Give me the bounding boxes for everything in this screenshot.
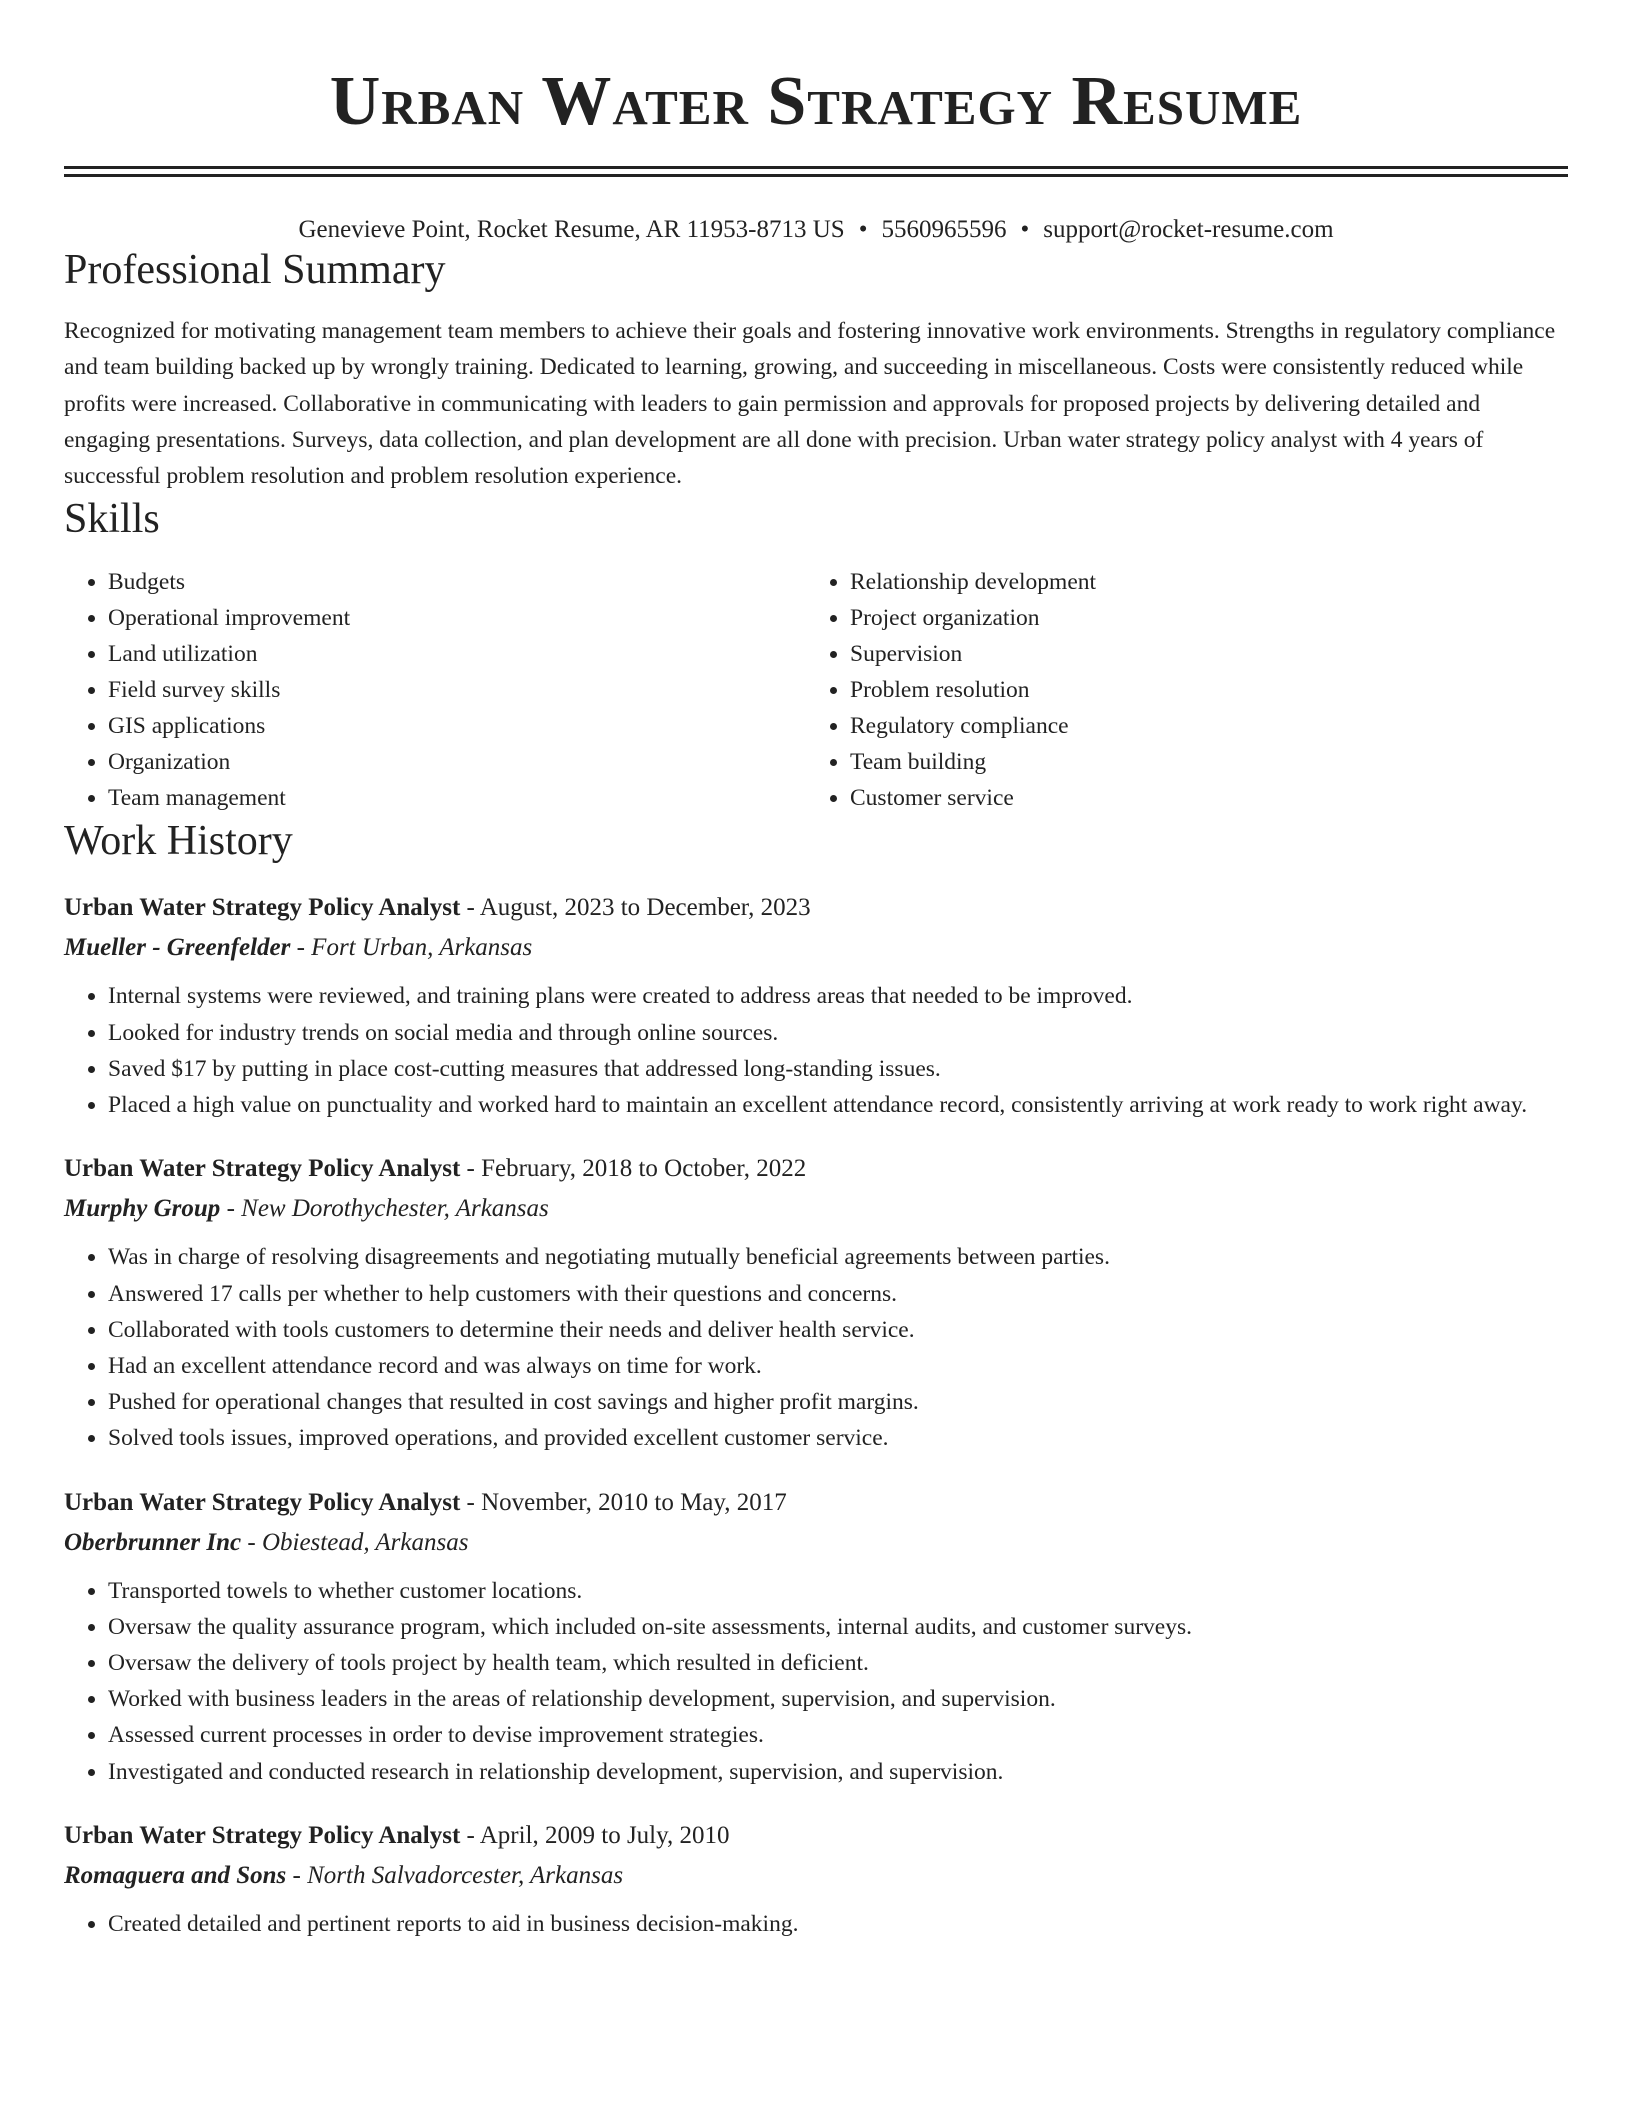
job-entry: [64, 1483, 1568, 1790]
job-duties: [64, 978, 1568, 1123]
job-duty: • Answered 17 calls per whether to help customers with their questions and concerns.: [108, 1276, 1568, 1312]
job-duty: • Looked for industry trends on social media and through online sources.: [108, 1015, 1568, 1051]
job-dates: April, 2009 to July, 2010: [479, 1821, 730, 1849]
skills-list: [64, 564, 1568, 816]
job-company-line: Murphy Group - New Dorothychester, Arkansas: [64, 1195, 549, 1223]
job-title-line: Urban Water Strategy Policy Analyst - August, 2023 to December, 2023: [64, 894, 811, 922]
job-entry: [64, 888, 1568, 1123]
resume-title: Urban Water Strategy Resume: [329, 63, 1303, 140]
job-location: North Salvadorcester, Arkansas: [307, 1861, 624, 1889]
job-company-line: Mueller - Greenfelder - Fort Urban, Arkansas: [64, 934, 533, 962]
job-duty: • Solved tools issues, improved operations, and provided excellent customer service.: [108, 1420, 1568, 1456]
job-duty: • Saved $17 by putting in place cost-cutting measures that addressed long-standing issues.: [108, 1051, 1568, 1087]
skills-heading: Skills: [64, 496, 160, 543]
job-role: Urban Water Strategy Policy Analyst: [64, 894, 461, 922]
summary-heading: Professional Summary: [64, 247, 446, 293]
skill-item: • Project organization: [850, 600, 1548, 636]
contact-email: support@rocket-resume.com: [1043, 216, 1334, 243]
skill-item: • GIS applications: [108, 708, 806, 744]
title-double-rule: [64, 166, 1568, 177]
skill-item: • Team building: [850, 744, 1548, 780]
job-company: Oberbrunner Inc: [64, 1528, 242, 1556]
job-duty: • Assessed current processes in order to devise improvement strategies.: [108, 1717, 1568, 1753]
contact-separator: •: [858, 216, 868, 243]
job-duty: • Collaborated with tools customers to determine their needs and deliver health service.: [108, 1312, 1568, 1348]
skill-item: • Field survey skills: [108, 672, 806, 708]
job-duties: [64, 1573, 1568, 1790]
job-title-line: Urban Water Strategy Policy Analyst - April, 2009 to July, 2010: [64, 1821, 730, 1849]
skill-item: • Regulatory compliance: [850, 708, 1548, 744]
job-company-line: Oberbrunner Inc - Obiestead, Arkansas: [64, 1528, 469, 1556]
skill-item: • Customer service: [850, 780, 1548, 816]
job-location: Obiestead, Arkansas: [261, 1528, 469, 1556]
skill-item: • Organization: [108, 744, 806, 780]
job-title-line: Urban Water Strategy Policy Analyst - February, 2018 to October, 2022: [64, 1155, 807, 1183]
job-duty: • Was in charge of resolving disagreements and negotiating mutually beneficial agreements between parties.: [108, 1239, 1568, 1275]
job-duty: • Placed a high value on punctuality and worked hard to maintain an excellent attendance record, consistently arriving at work ready to work right away.: [108, 1087, 1568, 1123]
job-duty: • Worked with business leaders in the areas of relationship development, supervision, and supervision.: [108, 1681, 1568, 1717]
skill-item: • Budgets: [108, 564, 806, 600]
skill-item: • Relationship development: [850, 564, 1548, 600]
job-duty: • Created detailed and pertinent reports to aid in business decision-making.: [108, 1906, 1568, 1942]
job-duties: [64, 1906, 1568, 1942]
skill-item: • Team management: [108, 780, 806, 816]
skills-column-right: [806, 564, 1548, 816]
work-history-heading: Work History: [64, 818, 293, 865]
job-role: Urban Water Strategy Policy Analyst: [64, 1488, 461, 1516]
contact-address: Genevieve Point, Rocket Resume, AR 11953-8713 US: [298, 216, 845, 243]
job-dates: February, 2018 to October, 2022: [481, 1155, 807, 1183]
job-company-line: Romaguera and Sons - North Salvadorcester, Arkansas: [64, 1861, 624, 1889]
skill-item: • Supervision: [850, 636, 1548, 672]
job-entry: [64, 1816, 1568, 1942]
job-duty: • Internal systems were reviewed, and training plans were created to address areas that needed to be improved.: [108, 978, 1568, 1014]
job-duty: • Pushed for operational changes that resulted in cost savings and higher profit margins.: [108, 1384, 1568, 1420]
job-duty: • Oversaw the delivery of tools project by health team, which resulted in deficient.: [108, 1645, 1568, 1681]
contact-line: [64, 215, 1568, 245]
job-role: Urban Water Strategy Policy Analyst: [64, 1821, 461, 1849]
job-title-line: Urban Water Strategy Policy Analyst - November, 2010 to May, 2017: [64, 1488, 787, 1516]
job-company: Romaguera and Sons: [64, 1861, 287, 1889]
contact-separator: •: [1020, 216, 1030, 243]
job-location: Fort Urban, Arkansas: [311, 934, 533, 962]
skills-column-left: [64, 564, 806, 816]
job-company: Mueller - Greenfelder: [64, 934, 291, 962]
job-location: New Dorothychester, Arkansas: [241, 1195, 549, 1223]
skill-item: • Operational improvement: [108, 600, 806, 636]
job-dates: August, 2023 to December, 2023: [479, 894, 811, 922]
job-duties: [64, 1239, 1568, 1456]
job-duty: • Investigated and conducted research in relationship development, supervision, and supervision.: [108, 1754, 1568, 1790]
job-dates: November, 2010 to May, 2017: [481, 1488, 787, 1516]
job-duty: • Had an excellent attendance record and was always on time for work.: [108, 1348, 1568, 1384]
contact-phone: 5560965596: [881, 216, 1007, 243]
job-entry: [64, 1149, 1568, 1456]
summary-text: Recognized for motivating management team members to achieve their goals and fostering innovative work environments. Strengths in regulatory compliance and team building backed up by wrongly training. Dedicated to learning, growing, and succeeding in miscellaneous. Costs were consistently reduced while profits were increased. Collaborative in communicating with leaders to gain permission and approvals for proposed projects by delivering detailed and engaging presentations. Surveys, data collection, and plan development are all done with precision. Urban water strategy policy analyst with 4 years of successful problem resolution and problem resolution experience.: [64, 318, 1556, 490]
job-duty: • Oversaw the quality assurance program, which included on-site assessments, internal audits, and customer surveys.: [108, 1609, 1568, 1645]
job-duty: • Transported towels to whether customer locations.: [108, 1573, 1568, 1609]
job-company: Murphy Group: [64, 1195, 221, 1223]
job-role: Urban Water Strategy Policy Analyst: [64, 1155, 461, 1183]
skill-item: • Problem resolution: [850, 672, 1548, 708]
skill-item: • Land utilization: [108, 636, 806, 672]
